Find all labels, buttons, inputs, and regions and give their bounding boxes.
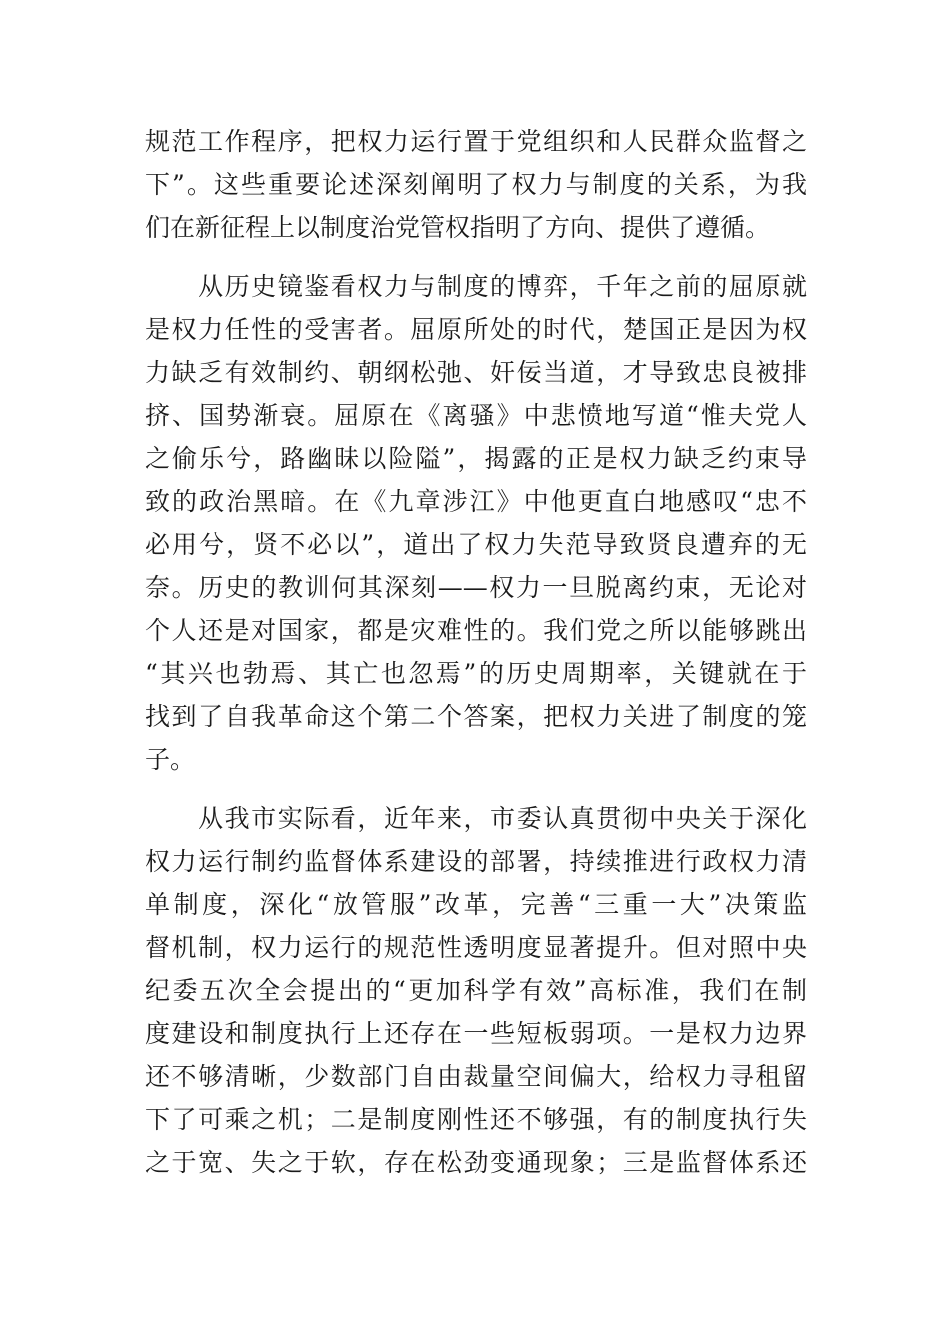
text-line: 规范工作程序，把权力运行置于党组织和人民群众监督之 — [145, 127, 807, 156]
text-line: 力缺乏有效制约、朝纲松弛、奸佞当道，才导致忠良被排 — [145, 358, 807, 387]
paragraph — [145, 797, 807, 1184]
text-line: 奈。历史的教训何其深刻——权力一旦脱离约束，无论对 — [145, 573, 807, 602]
text-line: 们在新征程上以制度治党管权指明了方向、提供了遵循。 — [145, 213, 771, 242]
text-line: 个人还是对国家，都是灾难性的。我们党之所以能够跳出 — [145, 616, 807, 645]
text-line: 必用兮，贤不必以”，道出了权力失范导致贤良遭弃的无 — [145, 530, 807, 559]
text-line: 度建设和制度执行上还存在一些短板弱项。一是权力边界 — [145, 1019, 807, 1048]
body-text — [145, 120, 807, 1184]
text-line: 找到了自我革命这个第二个答案，把权力关进了制度的笼 — [145, 702, 807, 731]
text-line: 纪委五次全会提出的“更加科学有效”高标准，我们在制 — [145, 976, 807, 1005]
paragraph-spacing — [145, 249, 807, 265]
text-line: 之于宽、失之于软，存在松劲变通现象；三是监督体系还 — [145, 1148, 807, 1177]
text-line: 下”。这些重要论述深刻阐明了权力与制度的关系，为我 — [145, 170, 807, 199]
paragraph-spacing — [145, 781, 807, 797]
text-line: 督机制，权力运行的规范性透明度显著提升。但对照中央 — [145, 933, 807, 962]
text-line: 之偷乐兮，路幽昧以险隘”，揭露的正是权力缺乏约束导 — [145, 444, 807, 473]
text-line: 从我市实际看，近年来，市委认真贯彻中央关于深化 — [145, 804, 807, 833]
text-line: 权力运行制约监督体系建设的部署，持续推进行政权力清 — [145, 847, 807, 876]
paragraph — [145, 265, 807, 781]
text-line: 致的政治黑暗。在《九章涉江》中他更直白地感叹“忠不 — [145, 487, 807, 516]
text-line: 子。 — [145, 745, 196, 774]
text-line: 是权力任性的受害者。屈原所处的时代，楚国正是因为权 — [145, 315, 807, 344]
text-line: “其兴也勃焉、其亡也忽焉”的历史周期率，关键就在于 — [145, 659, 807, 688]
text-line: 还不够清晰，少数部门自由裁量空间偏大，给权力寻租留 — [145, 1062, 807, 1091]
text-line: 从历史镜鉴看权力与制度的博弈，千年之前的屈原就 — [145, 272, 807, 301]
text-line: 挤、国势渐衰。屈原在《离骚》中悲愤地写道“惟夫党人 — [145, 401, 807, 430]
text-line: 下了可乘之机；二是制度刚性还不够强，有的制度执行失 — [145, 1105, 807, 1134]
paragraph — [145, 120, 807, 249]
text-line: 单制度，深化“放管服”改革，完善“三重一大”决策监 — [145, 890, 807, 919]
